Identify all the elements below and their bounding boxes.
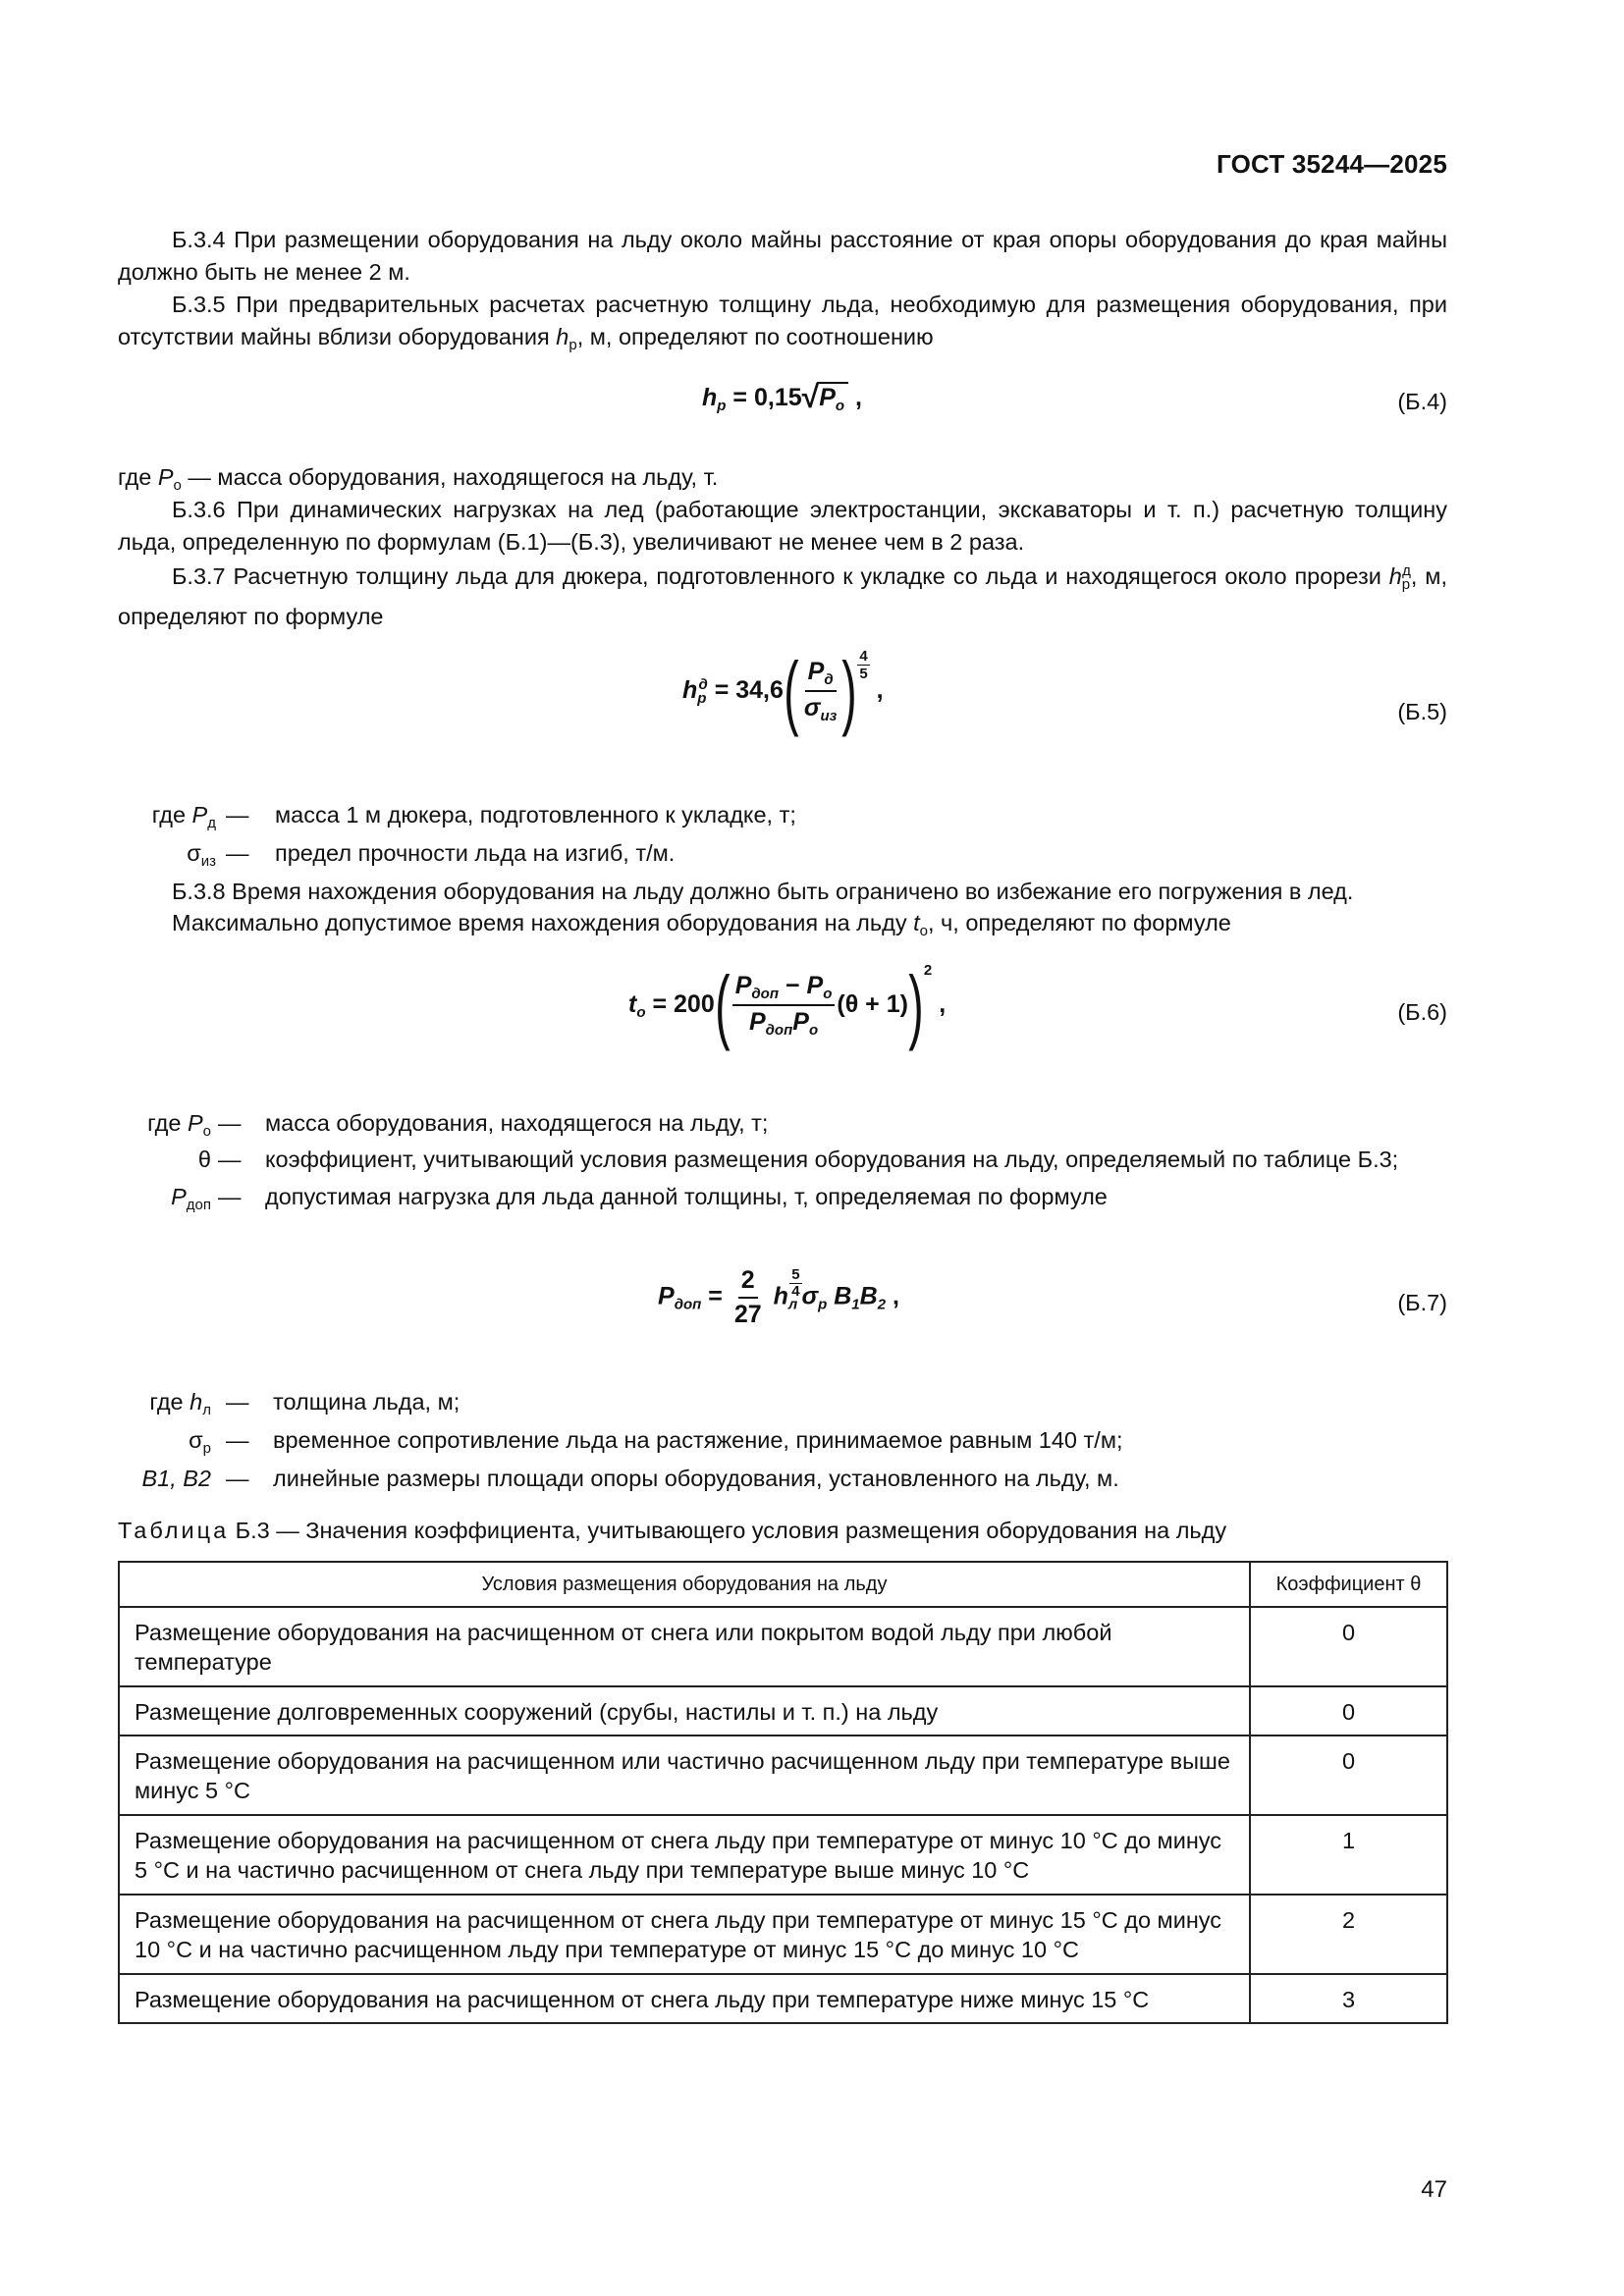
where-row-hl: где $h_л$ — толщина льда, м; [149,1389,460,1418]
table-cell-coefficient: 0 [1250,1735,1447,1815]
table-header-row [119,1562,1447,1607]
table-cell-coefficient: 2 [1250,1895,1447,1974]
equation-number-b6: (Б.6) [1397,999,1447,1025]
paragraph-b38-line1: Б.3.8 Время нахождения оборудования на льду должно быть ограничено во избежание его погружения в лед. [172,879,1354,904]
table-row [119,1607,1447,1686]
table-row [119,1895,1447,1974]
coefficient-table [118,1561,1448,2024]
equation-number-b5: (Б.5) [1397,699,1447,724]
table-header-conditions: Условия размещения оборудования на льду [119,1562,1250,1607]
paragraph-b36: Б.3.6 При динамических нагрузках на лед (работающие электростанции, экскаваторы и т. п.) расчетную толщину льда, определенную по формулам (Б.1)—(Б.3), увеличивают не менее чем в 2 раза. [118,497,1447,555]
formula-b4: $h_р = 0,15√P_о$ , [702,379,862,414]
table-cell-condition: Размещение долговременных сооружений (срубы, настилы и т. п.) на льду [119,1686,1250,1735]
table-row [119,1974,1447,2023]
table-row [119,1735,1447,1815]
table-cell-condition: Размещение оборудования на расчищенном от снега или покрытом водой льду при любой температуре [119,1607,1250,1686]
document-header: ГОСТ 35244—2025 [1217,149,1447,179]
table-cell-condition: Размещение оборудования на расчищенном от снега льду при температуре ниже минус 15 °С [119,1974,1250,2023]
table-cell-condition: Размещение оборудования на расчищенном от снега льду при температуре от минус 15 °С до минус 10 °С и на частично расчищенном льду при температуре от минус 15 °С до минус 10 °С [119,1895,1250,1974]
equation-number-b4: (Б.4) [1397,389,1447,414]
table-cell-coefficient: 0 [1250,1607,1447,1686]
table-row [119,1686,1447,1735]
table-cell-coefficient: 0 [1250,1686,1447,1735]
table-cell-coefficient: 3 [1250,1974,1447,2023]
paragraph-b35: Б.3.5 При предварительных расчетах расчетную толщину льда, необходимую для размещения оборудования, при отсутствии майны вблизи оборудования $h_р$, м, определяют по соотношению [118,292,1447,353]
table-cell-coefficient: 1 [1250,1815,1447,1895]
equation-number-b7: (Б.7) [1397,1290,1447,1315]
paragraph-b34: Б.3.4 При размещении оборудования на льду около майны расстояние от края опоры оборудования до края майны должно быть не менее 2 м. [118,227,1447,285]
formula-b5: $h_р^д = 34,6$( $\frac{P_д}{\sigma_{из}}$ ) $\frac{4}{5}$ , [682,645,884,738]
formula-b6: $t_о = 200$( $\frac{P_{доп} - P_о}{P_{доп}P_о}$ (θ + 1))$^2$ , [628,959,947,1052]
where-row-theta: θ — коэффициент, учитывающий условия размещения оборудования на льду, определяемый по таблице Б.3; [197,1147,1399,1172]
formula-b7: $P_{доп}$ = $\frac{2}{27}$ $h_л$ $\frac{5}{4}$ $\sigma_р$ $B_1B_2$ , [658,1265,899,1328]
table-header-coefficient: Коэффициент θ [1250,1562,1447,1607]
where-row-sigma-r: $\sigma_р$ — временное сопротивление льда на растяжение, принимаемое равным 140 т/м; [189,1427,1123,1457]
table-cell-condition: Размещение оборудования на расчищенном или частично расчищенном льду при температуре выше минус 5 °С [119,1735,1250,1815]
where-row-sigma-iz: $\sigma_{из}$ — предел прочности льда на изгиб, т/м. [187,840,676,870]
where-row-b1b2: B1, B2 — линейные размеры площади опоры оборудования, установленного на льду, м. [141,1466,1119,1491]
table-cell-condition: Размещение оборудования на расчищенном от снега льду при температуре от минус 10 °С до минус 5 °С и на частично расчищенном от снега льду при температуре выше минус 10 °С [119,1815,1250,1895]
page-number: 47 [1421,2176,1447,2203]
where-row-po: где $P_о$ — масса оборудования, находящегося на льду, т; [147,1110,769,1140]
table-caption: Таблица Б.3 — Значения коэффициента, учитывающего условия размещения оборудования на льду [118,1518,1227,1543]
paragraph-b37: Б.3.7 Расчетную толщину льда для дюкера, подготовленного к укладке со льда и находящегося около прорези $h_р^д$, м, определяют по формуле [118,562,1447,629]
where-row-pdop: $P_{доп}$ — допустимая нагрузка для льда данной толщины, т, определяемая по формуле [171,1184,1108,1213]
where-row-pd: где $P_д$ — масса 1 м дюкера, подготовленного к укладке, т; [151,802,796,831]
paragraph-b38-line2: Максимально допустимое время нахождения оборудования на льду $t_о$, ч, определяют по формуле [172,910,1231,939]
where-po-line: где $P_о$ — масса оборудования, находящегося на льду, т. [118,464,719,494]
table-row [119,1815,1447,1895]
